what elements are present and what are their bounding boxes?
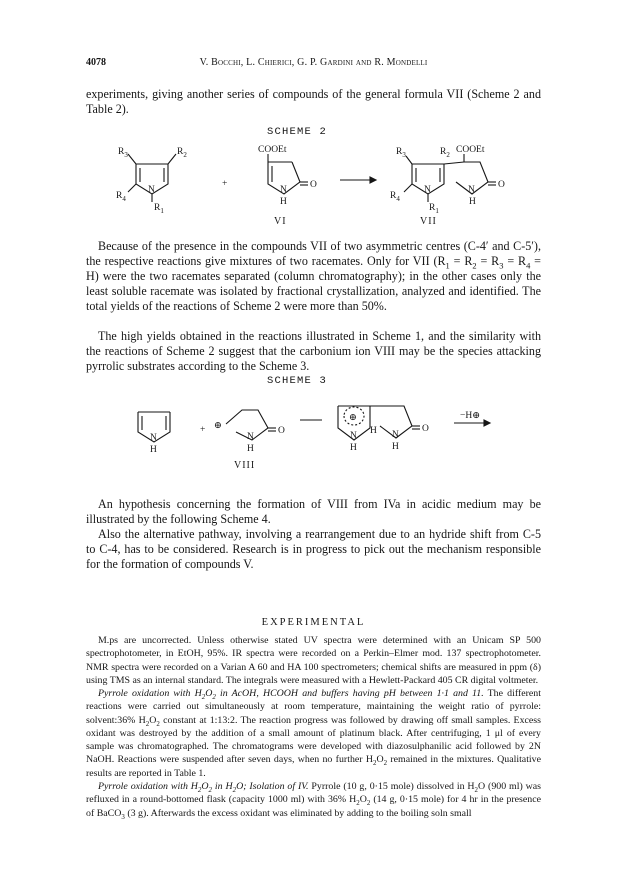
plus-sign-2: + [200,425,206,435]
running-header [86,57,541,71]
compound-vi-label: VI [274,216,287,226]
svg-text:R1: $R_1$ [429,203,439,215]
scheme-3-diagram [86,388,546,470]
positive-charge-icon: ⊕ [214,421,222,431]
intro-paragraph: experiments, giving another series of compounds of the general formula VII (Scheme 2 and Table 2). [86,87,541,116]
svg-text:N: N [468,185,475,195]
compound-vii-label: VII [420,216,437,226]
experimental-general: M.ps are uncorrected. Unless otherwise stated UV spectra were determined with an Unicam SP 500 spectrophotometer, in EtOH, 95%. IR spectra were recorded on a Perkin–Elmer mod. 137 spectrophotometer. NMR spectra were recorded on a Varian A 60 and HA 100 spectrometers; chemical shifts are measured in ppm (δ) using TMS as an internal standard. The integrals were measured with a Hewlett-Packard 405 CR digital voltmeter. [86,635,541,686]
svg-text:N: N [392,430,399,440]
svg-text:R2: $R_2$ [440,147,450,159]
svg-text:O: O [498,180,505,190]
pyrrole-structure [116,147,187,215]
svg-text:O: O [278,426,285,436]
hypothesis-paragraph: An hypothesis concerning the formation of VIII from IVa in acidic medium may be illustrated by the following Scheme 4. [86,497,541,526]
svg-text:R2: $R_2$ [177,147,187,159]
compound-vi-structure [258,145,317,226]
deprotonation-arrow [454,411,490,426]
scheme-2-title: SCHEME 2 [267,126,328,138]
svg-text:O: O [310,180,317,190]
experimental-pyrrole-oxidation-water: Pyrrole oxidation with $H_2O_2$ in $H_2O$; Isolation of IV. Pyrrole (10 g, 0·15 mole) dissolved in $H_2O$ (900 ml) was refluxed in a round-bottomed flask (capacity 1000 ml) with 36% $H_2O_2$ (14 g, 0·15 mole) for 4 hr in the presence of BaCO$_3$ (3 g). Afterwards the excess oxidant was eliminated by adding to the boiling soln small [86,781,541,821]
svg-text:−H⊕: −H⊕ [460,411,481,421]
carbonium-ion-viii-structure [214,410,285,470]
experimental-pyrrole-oxidation-acoh: Pyrrole oxidation with $H_2O_2$ in AcOH, HCOOH and buffers having pH between 1·1 and 11. The different reactions were carried out simultaneously at room temperature, maintaining the weight ratio of pyrrole: solvent:36% $H_2O_2$ constant at 1:13:2. The reaction progress was followed by drawing off small samples. Excess oxidant was destroyed by the addition of a small amount of platinum black. After centrifuging, 1 μl of every sample was chromatographed. The chromatograms were developed with diazosulphanilic acid followed by 2N NaOH. Reactions were suspended after seven days, when no further $H_2O_2$ remained in the mixtures. Qualitative results are reported in Table 1. [86,688,541,779]
adduct-structure [338,406,429,453]
svg-text:⊕: ⊕ [349,413,357,423]
svg-text:N: N [350,431,357,441]
running-authors: V. Bocchi, L. Chierici, G. P. Gardini and R. Mondelli [199,57,428,68]
svg-text:H: H [280,197,287,207]
racemates-paragraph: Because of the presence in the compounds VII of two asymmetric centres (C-4′ and C-5′), the respective reactions give mixtures of two racemates. Only for VII $(R_1 = R_2 = R_3 = R_4 = H)$ were the two racemates separated (column chromatography); in the other cases only the least soluble racemate was isolated by fractional crystallization, analyzed and identified. The total yields of the reactions of Scheme 2 were more than 50%. [86,239,541,313]
svg-text:H: H [469,197,476,207]
svg-text:COOEt: COOEt [456,145,485,155]
scheme-2-diagram [86,140,546,226]
svg-text:N: N [150,433,157,443]
svg-text:R4: $R_4$ [390,191,400,203]
svg-text:R3: $R_3$ [118,147,128,159]
hydride-shift-paragraph: Also the alternative pathway, involving a rearrangement due to an hydride shift from C-5 to C-4, has to be considered. Research is in progress to pick out the mechanism responsible for the formation of compounds V. [86,527,541,571]
reaction-arrow [340,177,376,183]
svg-text:H: H [150,445,157,455]
svg-text:H: H [370,426,377,436]
carbonium-paragraph: The high yields obtained in the reactions illustrated in Scheme 1, and the similarity with the reactions of Scheme 2 suggest that the carbonium ion VIII may be the species attacking pyrrolic substrates according to the Scheme 3. [86,329,541,373]
svg-text:N: N [148,185,155,195]
svg-text:COOEt: COOEt [258,145,287,155]
svg-text:H: H [350,443,357,453]
svg-text:R1: $R_1$ [154,203,164,215]
svg-text:N: N [280,185,287,195]
pyrrole-structure-2 [138,412,170,455]
compound-viii-label: VIII [234,460,256,470]
svg-text:N: N [424,185,431,195]
svg-text:N: N [247,432,254,442]
compound-vii-structure [390,145,505,226]
plus-sign: + [222,179,228,189]
page-number: 4078 [86,57,106,68]
svg-text:H: H [247,444,254,454]
svg-text:R4: $R_4$ [116,191,126,203]
scheme-3-title: SCHEME 3 [267,375,328,387]
experimental-heading: EXPERIMENTAL [261,617,366,628]
svg-text:H: H [392,442,399,452]
svg-text:O: O [422,424,429,434]
svg-text:R3: $R_3$ [396,147,406,159]
